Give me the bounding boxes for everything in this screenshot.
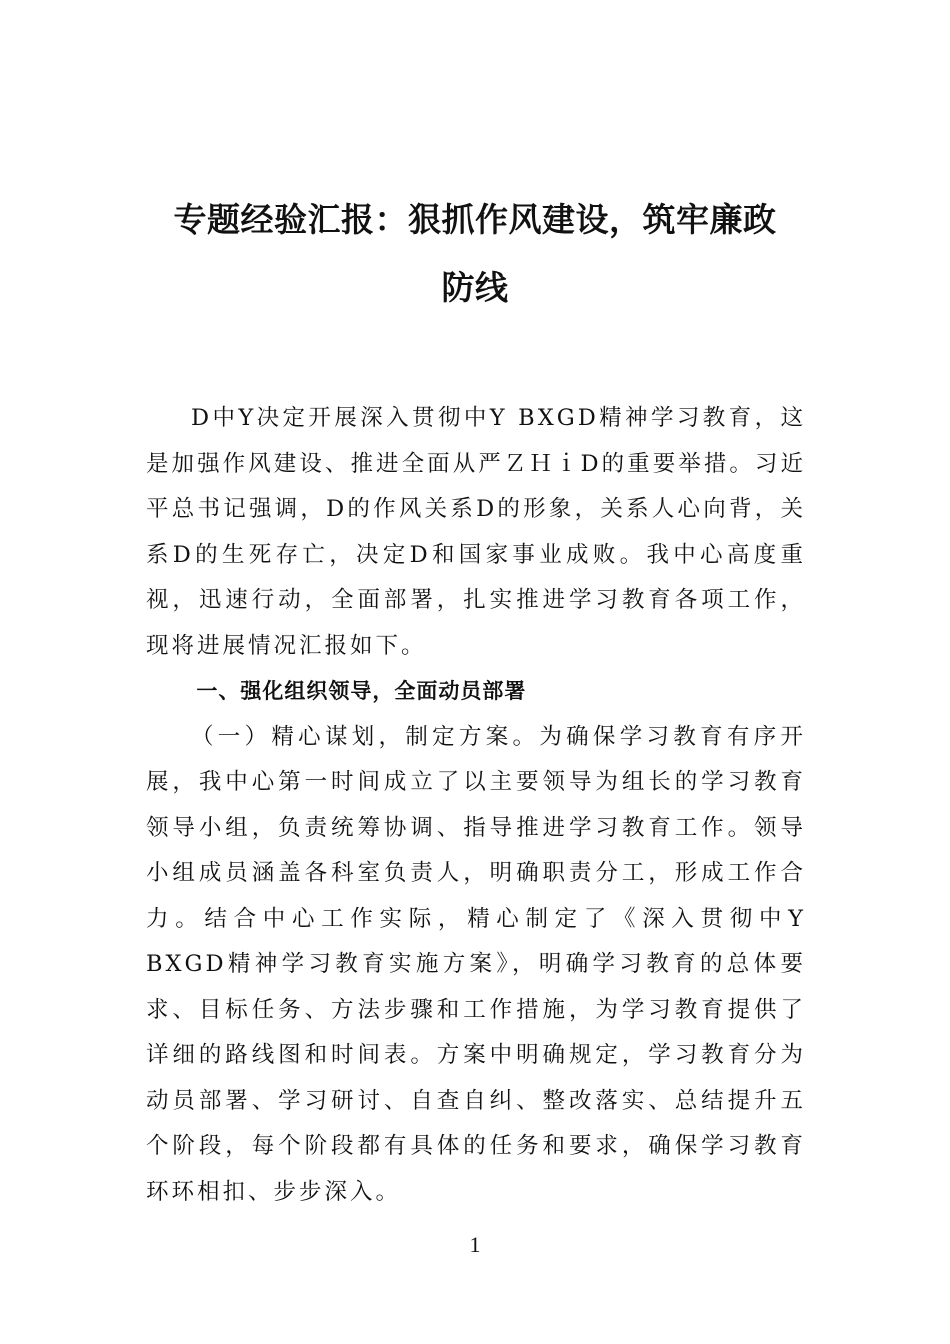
page-number: 1 <box>469 1232 481 1257</box>
title-line-1: 专题经验汇报：狠抓作风建设，筑牢廉政 <box>173 200 777 239</box>
subsection-lead: （一）精心谋划，制定方案。 <box>191 723 540 750</box>
document-body <box>146 396 806 1215</box>
title-line-2: 防线 <box>441 268 509 307</box>
intro-paragraph: D中Y决定开展深入贯彻中Y BXGD精神学习教育，这是加强作风建设、推进全面从严ＺＨｉD的重要举措。习近平总书记强调，D的作风关系D的形象，关系人心向背，关系D的生死存亡，决定D和国家事业成败。我中心高度重视，迅速行动，全面部署，扎实推进学习教育各项工作，现将进展情况汇报如下。 <box>146 405 806 659</box>
document-title <box>120 186 830 322</box>
section-heading: 一、强化组织领导，全面动员部署 <box>196 679 527 703</box>
subsection-paragraph <box>146 715 806 1216</box>
subsection-text: 为确保学习教育有序开展，我中心第一时间成立了以主要领导为组长的学习教育领导小组，负责统筹协调、指导推进学习教育工作。领导小组成员涵盖各科室负责人，明确职责分工，形成工作合力。结合中心工作实际，精心制定了《深入贯彻中Y BXGD精神学习教育实施方案》，明确学习教育的总体要求、目标任务、方法步骤和工作措施，为学习教育提供了详细的路线图和时间表。方案中明确规定，学习教育分为动员部署、学习研讨、自查自纠、整改落实、总结提升五个阶段，每个阶段都有具体的任务和要求，确保学习教育环环相扣、步步深入。 <box>146 723 806 1205</box>
